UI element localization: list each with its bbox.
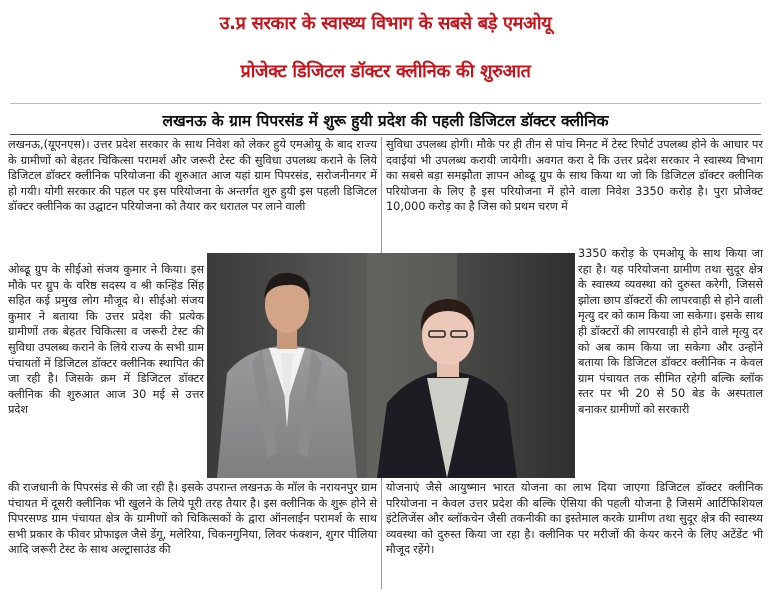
article-col2-side: 3350 करोड़ के एमओयू के साथ किया जा रहा है। यह परियोजना ग्रामीण तथा सुदूर क्षेत्र के स्वास्थ्य व्यवस्था को दुरुस्त करेगी, जिससे झोला छाप डॉक्टरों की लापरवाही से होने वाली मृत्यु दर को काम किया जा सकेगा। इसके साथ ही डॉक्टरों की लापरवाही से होने वाले मृत्यु दर को अब काम किया जा सकेगा और उन्होंने बताया कि डिजिटल डॉक्टर क्लीनिक न केवल ग्राम पंचायत तक सीमित रहेगी बल्कि ब्लॉक स्तर पर भी 20 से 50 बेड के अस्पताल बनाकर ग्रामीणों को सरकारी [578, 247, 763, 416]
headline-line-2: प्रोजेक्ट डिजिटल डॉक्टर क्लीनिक की शुरुआत [240, 61, 531, 82]
subheadline: लखनऊ के ग्राम पिपरसंड में शुरू हुयी प्रदेश की पहली डिजिटल डॉक्टर क्लीनिक [162, 112, 609, 130]
article-col2-bottom: योजनाएं जैसे आयुष्मान भारत योजना का लाभ दिया जाएगा डिजिटल डॉक्टर क्लीनिक परियोजना न केवल उत्तर प्रदेश की बल्कि ऐसिया की पहली योजना है जिसमें आर्टिफिशियल इंटेलिजेंस और ब्लॉकचेन जैसी तकनीकी का इस्तेमाल करके ग्रामीण तथा सुदूर क्षेत्र की स्वास्थ्य व्यवस्था को दुरुस्त किया जा रहा है। क्लीनिक पर मरीजों की केयर करने के लिए अटेंडेंट भी मौजूद रहेंगे। [386, 481, 763, 557]
article-col1-side: ओब्ढू ग्रुप के सीईओ संजय कुमार ने किया। इस मौके पर ग्रुप के वरिष्ठ सदस्य व श्री कन्हिंड सिंह सहित कई प्रमुख लोग मौजूद थे। सीईओ संजय कुमार ने बताया कि उत्तर प्रदेश की प्रत्येक ग्रामीणों तक बेहतर चिकित्सा व जरूरी टेस्ट की सुविधा उपलब्ध कराने के लिये राज्य के सभी ग्राम पंचायतों में डिजिटल डॉक्टर क्लीनिक स्थापित की जा रही है। जिसके क्रम में डिजिटल डॉक्टर क्लीनिक की शुरुआत आज 30 मई से उत्तर प्रदेश [8, 263, 204, 417]
article-col1-bottom: की राजधानी के पिपरसंड से की जा रही है। इसके उपरान्त लखनऊ के मॉल के नरायनपुर ग्राम पंचायत में दूसरी क्लीनिक भी खुलने के लिये पूरी तरह तैयार है। इस क्लीनिक के शुरू होने से पिपरसण्ड ग्राम पंचायत क्षेत्र के ग्रामीणों को चिकित्सकों के द्वारा ऑनलाईन परामर्श के साथ सभी प्रकार के फीवर प्रोफाइल जैसे डेंगू, मलेरिया, चिकनगुनिया, लिवर फंक्शन, शुगर पीलिया आदि जरूरी टेस्ट के साथ अल्ट्रासाउंड की [8, 481, 377, 557]
article-col1-top: लखनऊ,(यूएनएस)। उत्तर प्रदेश सरकार के साथ निवेश को लेकर हुये एमओयू के बाद राज्य के ग्रामीणों को बेहतर चिकित्सा परामर्श और जरूरी टेस्ट की सुविधा उपलब्ध कराने के लिये डिजिटल डॉक्टर क्लीनिक परियोजना की शुरुआत आज यहां ग्राम पिपरसंड, सरोजनीनगर में हो गयी। योगी सरकार की पहल पर इस परियोजना के अन्तर्गत शुरु हुयी इस पहली डिजिटल डॉक्टर क्लीनिक का उद्घाटन परियोजना को तैयार कर धरातल पर लाने वाली [8, 138, 377, 214]
subheadline-divider [10, 134, 761, 135]
article-col2-top: सुविधा उपलब्ध होगी। मौके पर ही तीन से पांच मिनट में टेस्ट रिपोर्ट उपलब्ध होने के आधार पर दवाईयां भी उपलब्ध करायी जायेगी। अवगत करा दे कि उत्तर प्रदेश सरकार ने स्वास्थ्य विभाग का सबसे बड़ा समझौता ज्ञापन ओब्ढू ग्रुप के साथ किया था जो कि डिजिटल डॉक्टर क्लीनिक परियोजना के लिए है इस परियोजना में होने वाला निवेश 3350 करोड़ है। पुरा प्रोजेक्ट 10,000 करोड़ का है जिस को प्रथम चरण में [386, 138, 763, 214]
headline-divider [10, 103, 761, 104]
photo-two-men-illustration [207, 253, 575, 478]
news-photo [207, 253, 575, 478]
headline-line-1: उ.प्र सरकार के स्वास्थ्य विभाग के सबसे बड़े एमओयू [219, 13, 552, 34]
